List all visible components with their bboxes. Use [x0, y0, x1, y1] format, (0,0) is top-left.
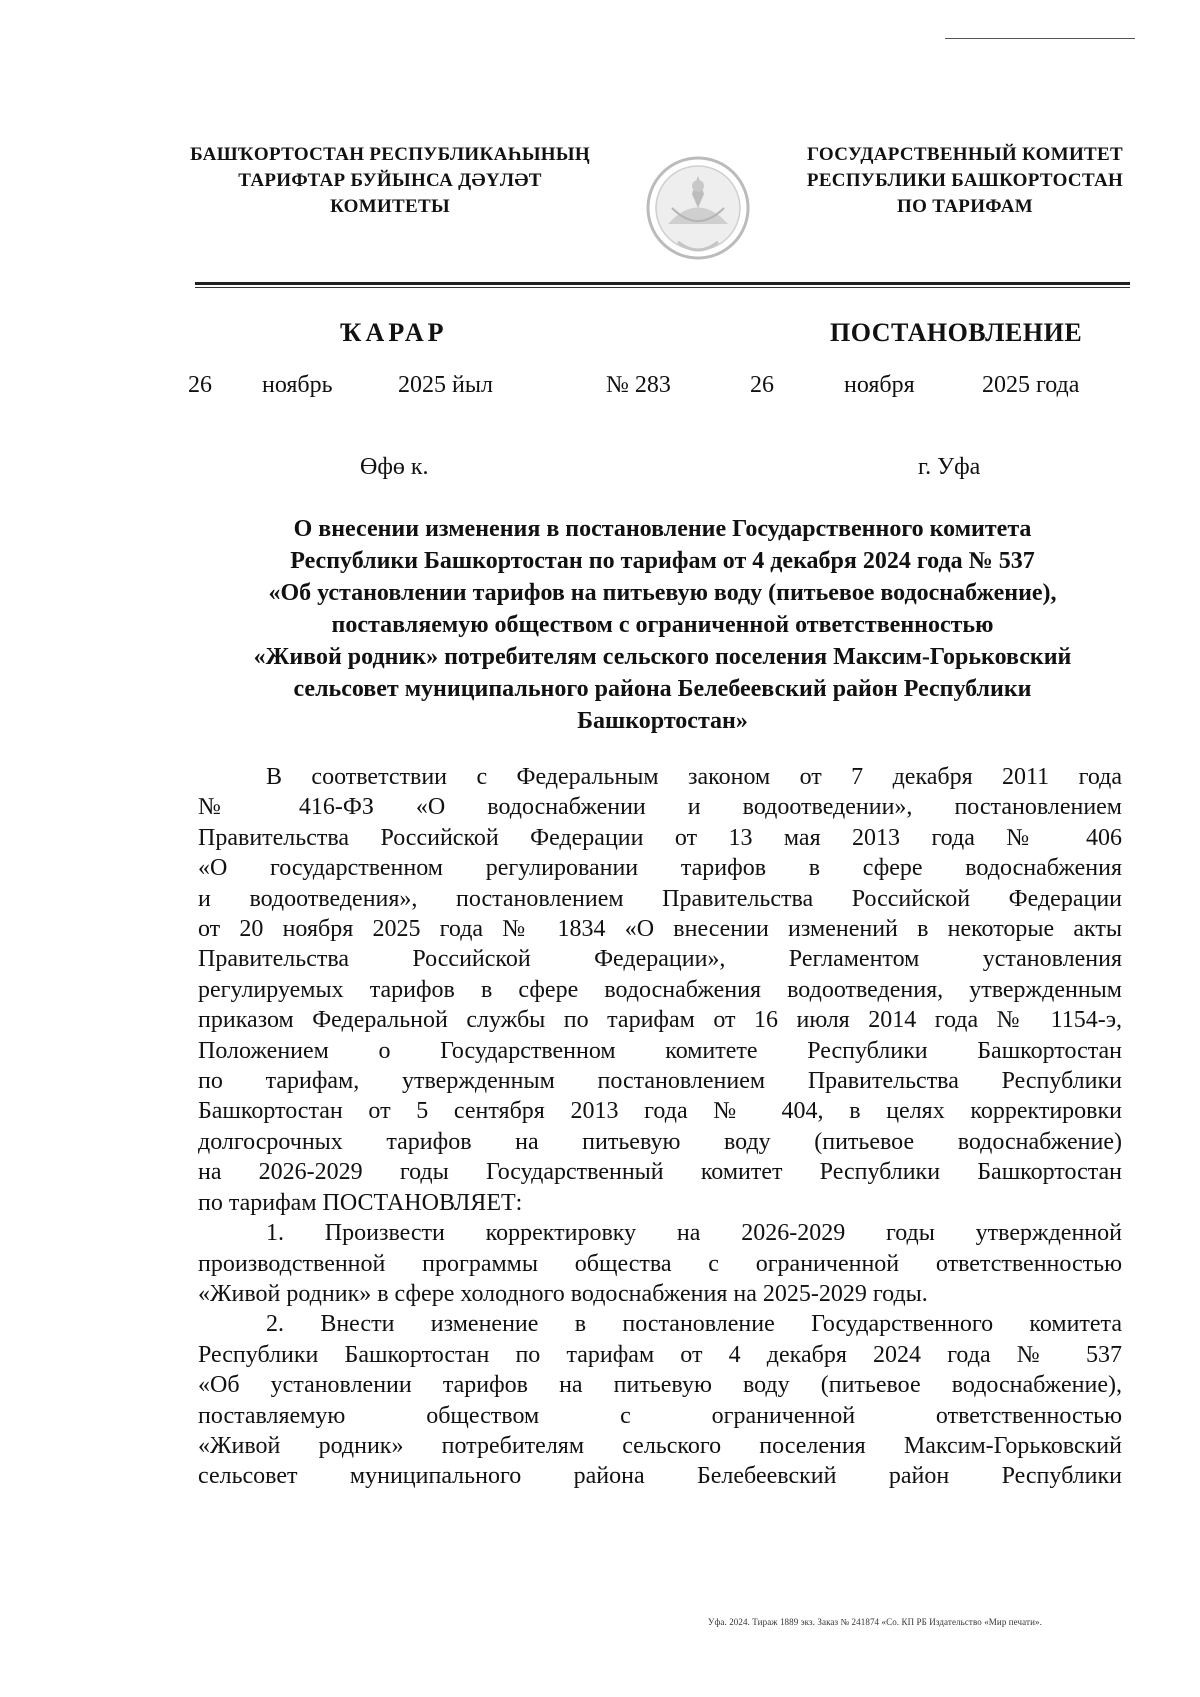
document-body — [198, 762, 1122, 1492]
document-title — [185, 513, 1140, 737]
title-line: поставляемую обществом с ограниченной ответственностью — [331, 612, 994, 638]
body-line: регулируемых тарифов в сфере водоснабжения водоотведения, утвержденным — [198, 976, 1122, 1003]
header-divider-thick — [195, 282, 1130, 285]
title-line: «Живой родник» потребителям сельского поселения Максим-Горьковский — [253, 644, 1072, 670]
body-line: «Об установлении тарифов на питьевую воду (питьевое водоснабжение), — [198, 1372, 1122, 1399]
header-bashkir-line-3: КОМИТЕТЫ — [330, 196, 450, 217]
doc-type-bashkir: ҠАРАР — [340, 318, 448, 347]
header-bashkir-line-1: БАШҠОРТОСТАН РЕСПУБЛИКАҺЫНЫҢ — [190, 144, 590, 165]
date-month-bashkir: ноябрь — [262, 372, 333, 398]
body-line: Правительства Российской Федерации от 13 мая 2013 года № 406 — [198, 824, 1122, 851]
numbered-item-2: 2. Внести изменение в постановление Государственного комитета — [266, 1311, 1122, 1338]
body-line: сельсовет муниципального района Белебеевский район Республики — [198, 1463, 1122, 1490]
header-russian — [775, 142, 1155, 220]
top-edge-rule — [945, 38, 1135, 39]
body-line: В соответствии с Федеральным законом от 7 декабря 2011 года — [266, 764, 1122, 790]
title-line: сельсовет муниципального района Белебеевский район Республики — [293, 676, 1032, 702]
header-russian-line-2: РЕСПУБЛИКИ БАШКОРТОСТАН — [806, 170, 1124, 191]
date-year-russian: 2025 года — [982, 372, 1080, 398]
title-line: О внесении изменения в постановление Государственного комитета — [293, 516, 1032, 542]
body-line: и водоотведения», постановлением Правительства Российской Федерации — [198, 885, 1122, 912]
coat-of-arms-emblem — [638, 146, 758, 276]
body-line: Положением о Государственном комитете Республики Башкортостан — [198, 1037, 1122, 1064]
date-day-bashkir: 26 — [188, 372, 212, 398]
body-line: Республики Башкортостан по тарифам от 4 декабря 2024 года № 537 — [198, 1341, 1122, 1368]
body-line: «Живой родник» в сфере холодного водоснабжения на 2025-2029 годы. — [198, 1280, 928, 1307]
title-line: «Об установлении тарифов на питьевую воду (питьевое водоснабжение), — [268, 580, 1057, 606]
body-line: на 2026-2029 годы Государственный комитет Республики Башкортостан — [198, 1159, 1122, 1186]
body-line: производственной программы общества с ограниченной ответственностью — [198, 1250, 1122, 1277]
date-month-russian: ноября — [844, 372, 915, 398]
city-russian: г. Уфа — [918, 454, 981, 480]
header-russian-line-1: ГОСУДАРСТВЕННЫЙ КОМИТЕТ — [807, 144, 1123, 165]
date-year-bashkir: 2025 йыл — [398, 372, 493, 398]
print-imprint-footer: Уфа. 2024. Тираж 1889 экз. Заказ № 241874 «Со. КП РБ Издательство «Мир печати». — [708, 1617, 1042, 1627]
body-line: № 416-ФЗ «О водоснабжении и водоотведении», постановлением — [198, 794, 1122, 821]
body-line: по тарифам, утвержденным постановлением Правительства Республики — [198, 1068, 1122, 1095]
header-bashkir — [150, 142, 630, 220]
body-line: «Живой родник» потребителям сельского поселения Максим-Горьковский — [198, 1432, 1122, 1459]
date-day-russian: 26 — [750, 372, 774, 398]
body-line: поставляемую обществом с ограниченной ответственностью — [198, 1402, 1122, 1429]
document-number: № 283 — [606, 372, 671, 398]
header-divider-thin — [195, 287, 1130, 288]
doc-type-russian: ПОСТАНОВЛЕНИЕ — [830, 318, 1083, 347]
body-line: «О государственном регулировании тарифов в сфере водоснабжения — [198, 855, 1122, 882]
body-line: от 20 ноября 2025 года № 1834 «О внесении изменений в некоторые акты — [198, 916, 1122, 943]
body-line: Правительства Российской Федерации», Регламентом установления — [198, 946, 1122, 973]
header-russian-line-3: ПО ТАРИФАМ — [897, 196, 1033, 217]
title-line: Республики Башкортостан по тарифам от 4 декабря 2024 года № 537 — [290, 548, 1035, 574]
title-line: Башкортостан» — [577, 708, 748, 734]
body-line: по тарифам ПОСТАНОВЛЯЕТ: — [198, 1189, 523, 1216]
body-line: Башкортостан от 5 сентября 2013 года № 404, в целях корректировки — [198, 1098, 1122, 1125]
numbered-item-1: 1. Произвести корректировку на 2026-2029 годы утвержденной — [266, 1220, 1122, 1247]
city-bashkir: Өфө к. — [360, 454, 429, 480]
body-line: приказом Федеральной службы по тарифам от 16 июля 2014 года № 1154-э, — [198, 1007, 1122, 1034]
body-line: долгосрочных тарифов на питьевую воду (питьевое водоснабжение) — [198, 1128, 1122, 1155]
header-bashkir-line-2: ТАРИФТАР БУЙЫНСА ДӘҮЛӘТ — [238, 170, 542, 191]
